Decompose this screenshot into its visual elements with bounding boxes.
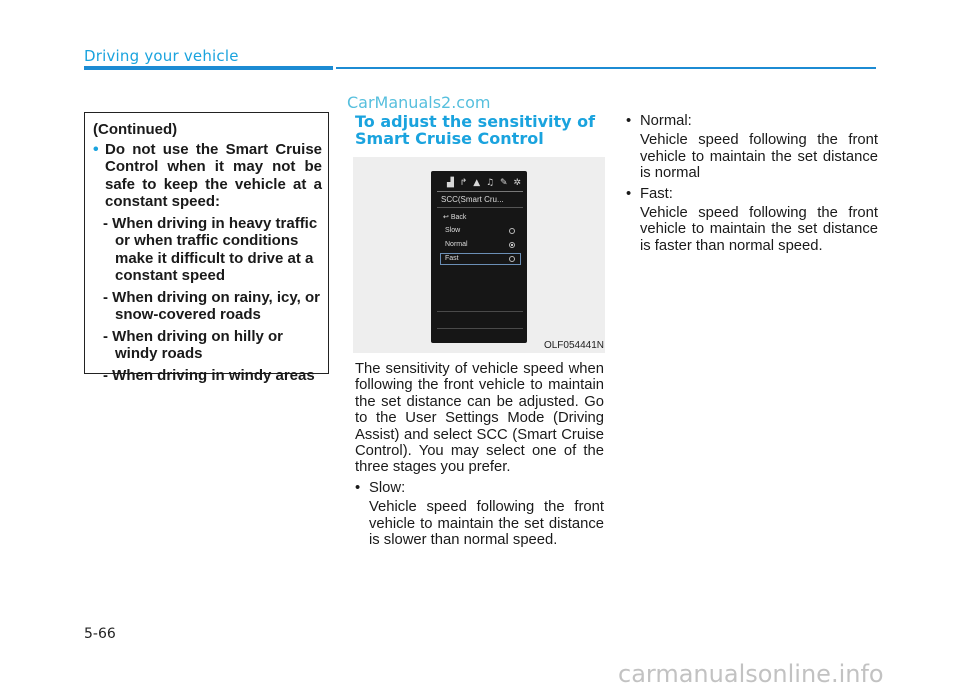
screen-divider bbox=[437, 207, 523, 208]
screen-option-slow: Slow bbox=[445, 227, 461, 234]
mode-name: Fast: bbox=[640, 185, 673, 202]
figure-code: OLF054441N bbox=[543, 340, 604, 351]
screen-back-item bbox=[443, 213, 466, 221]
body-text bbox=[355, 361, 604, 548]
road-icon: ▲ bbox=[473, 178, 481, 188]
screen-option-normal: Normal bbox=[445, 241, 468, 248]
screen-divider bbox=[437, 191, 523, 192]
header-rule-thin bbox=[336, 67, 876, 69]
turn-arrow-icon: ↱ bbox=[459, 178, 468, 188]
warning-bullet-text: Do not use the Smart Cruise Control when it may not be safe to keep the vehicle at a constant speed: bbox=[105, 140, 322, 210]
back-arrow-icon: ↩ bbox=[443, 214, 449, 221]
warning-item: - When driving on rainy, icy, or snow-covered roads bbox=[103, 288, 320, 323]
watermark-bottom: carmanualsonline.info bbox=[618, 660, 884, 688]
section-heading-line1: To adjust the sensitivity of bbox=[355, 112, 596, 131]
screen-title: SCC(Smart Cru... bbox=[441, 195, 504, 204]
header-rule-thick bbox=[84, 66, 333, 70]
music-icon: ♫ bbox=[486, 178, 495, 188]
seat-icon: ▟ bbox=[447, 178, 454, 188]
mode-description: Vehicle speed following the front vehicle to maintain the set distance is slower than normal speed. bbox=[369, 499, 604, 549]
section-title: Driving your vehicle bbox=[84, 47, 239, 65]
mode-name: Slow: bbox=[369, 479, 406, 496]
radio-icon bbox=[509, 228, 515, 234]
bullet-dot-icon: • bbox=[626, 113, 632, 129]
warning-continued: (Continued) bbox=[93, 121, 178, 138]
warning-box bbox=[84, 112, 329, 384]
body-paragraph: The sensitivity of vehicle speed when following the front vehicle to maintain the set distance can be adjusted. Go to the User Settings Mode (Driving Assist) and select SCC (Smart Cruise Control). You may select one of the three stages you prefer. bbox=[355, 361, 604, 476]
warning-item: - When driving on hilly or windy roads bbox=[103, 327, 283, 362]
screen-option-fast: Fast bbox=[445, 255, 459, 262]
gear-icon: ✲ bbox=[513, 178, 521, 188]
section-heading bbox=[355, 113, 615, 147]
column-three bbox=[626, 113, 878, 254]
bullet-dot-icon: • bbox=[355, 479, 361, 496]
section-heading-line2: Smart Cruise Control bbox=[355, 129, 544, 148]
bullet-dot-icon: • bbox=[93, 140, 99, 158]
radio-icon bbox=[509, 256, 515, 262]
display-screen bbox=[431, 171, 527, 343]
warning-bullet bbox=[93, 141, 322, 211]
page-number: 5-66 bbox=[84, 626, 116, 642]
wrench-icon: ✎ bbox=[499, 178, 508, 188]
screen-divider bbox=[437, 328, 523, 329]
screen-icon-bar bbox=[447, 177, 521, 189]
mode-item bbox=[626, 113, 878, 129]
screen-back-label: Back bbox=[450, 214, 467, 221]
mode-description: Vehicle speed following the front vehicle to maintain the set distance is faster than normal speed. bbox=[640, 205, 878, 254]
warning-item: - When driving in heavy traffic or when traffic conditions make it difficult to drive at a constant speed bbox=[103, 214, 318, 284]
watermark-top: CarManuals2.com bbox=[347, 93, 491, 112]
bullet-dot-icon: • bbox=[626, 185, 632, 202]
mode-item bbox=[355, 480, 604, 496]
mode-description: Vehicle speed following the front vehicle to maintain the set distance is normal bbox=[640, 132, 878, 182]
radio-selected-icon bbox=[509, 242, 515, 248]
warning-item: - When driving in windy areas bbox=[103, 366, 315, 384]
mode-item bbox=[626, 186, 878, 202]
figure bbox=[353, 157, 605, 353]
screen-divider bbox=[437, 311, 523, 312]
mode-name: Normal: bbox=[640, 113, 692, 129]
